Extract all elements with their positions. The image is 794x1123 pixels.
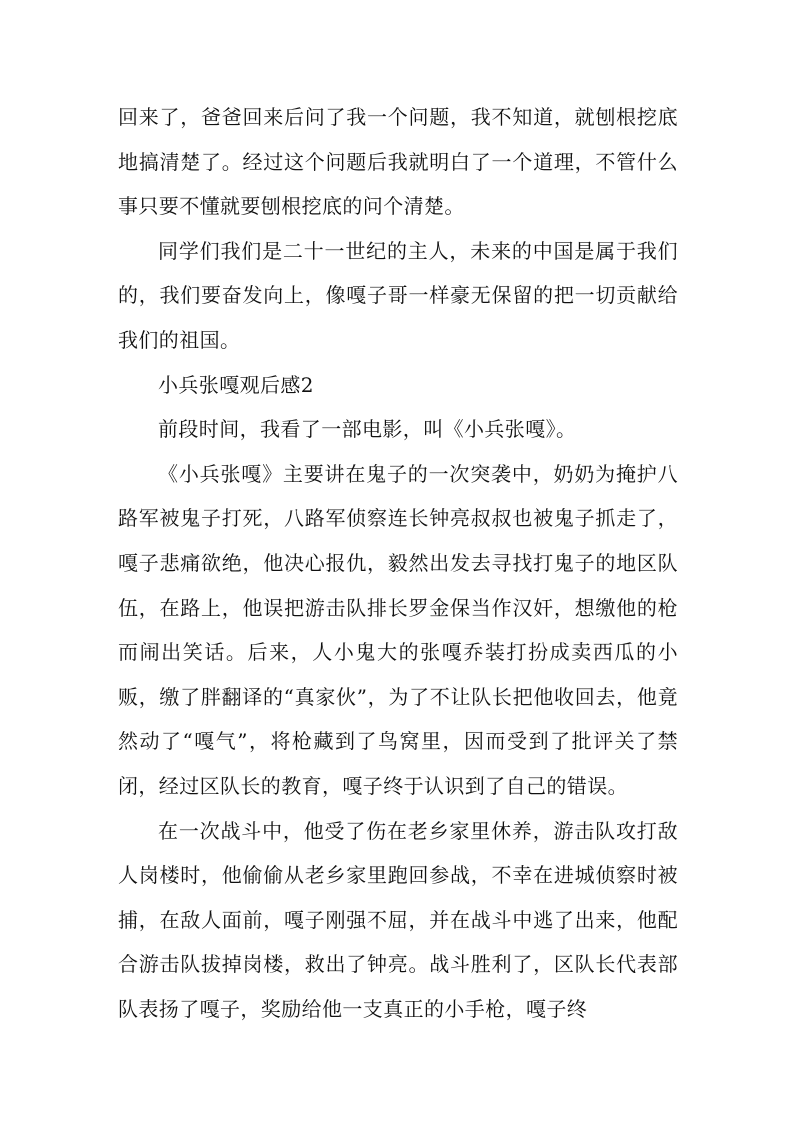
paragraph-1: 回来了，爸爸回来后问了我一个问题，我不知道，就刨根挖底地搞清楚了。经过这个问题后我就明白了一个道理，不管什么事只要不懂就要刨根挖底的问个清楚。 <box>118 105 678 219</box>
paragraph-4: 《小兵张嘎》主要讲在鬼子的一次突袭中，奶奶为掩护八路军被鬼子打死，八路军侦察连长钟亮叔叔也被鬼子抓走了，嘎子悲痛欲绝，他决心报仇，毅然出发去寻找打鬼子的地区队伍，在路上，他误把游击队排长罗金保当作汉奸，想缴他的枪而闹出笑话。后来，人小鬼大的张嘎乔装打扮成卖西瓜的小贩，缴了胖翻译的“真家伙”，为了不让队长把他收回去，他竟然动了“嘎气”，将枪藏到了鸟窝里，因而受到了批评关了禁闭，经过区队长的教育，嘎子终于认识到了自己的错误。 <box>118 461 678 798</box>
paragraph-2: 同学们我们是二十一世纪的主人，未来的中国是属于我们的，我们要奋发向上，像嘎子哥一样豪无保留的把一切贡献给我们的祖国。 <box>118 238 678 352</box>
paragraph-5: 在一次战斗中，他受了伤在老乡家里休养，游击队攻打敌人岗楼时，他偷偷从老乡家里跑回参战，不幸在进城侦察时被捕，在敌人面前，嘎子刚强不屈，并在战斗中逃了出来，他配合游击队拔掉岗楼，救出了钟亮。战斗胜利了，区队长代表部队表扬了嘎子，奖励给他一支真正的小手枪，嘎子终 <box>118 818 678 1021</box>
section-heading: 小兵张嘎观后感2 <box>158 372 314 397</box>
document-body <box>118 95 678 1031</box>
paragraph-3: 前段时间，我看了一部电影，叫《小兵张嘎》。 <box>158 417 577 442</box>
